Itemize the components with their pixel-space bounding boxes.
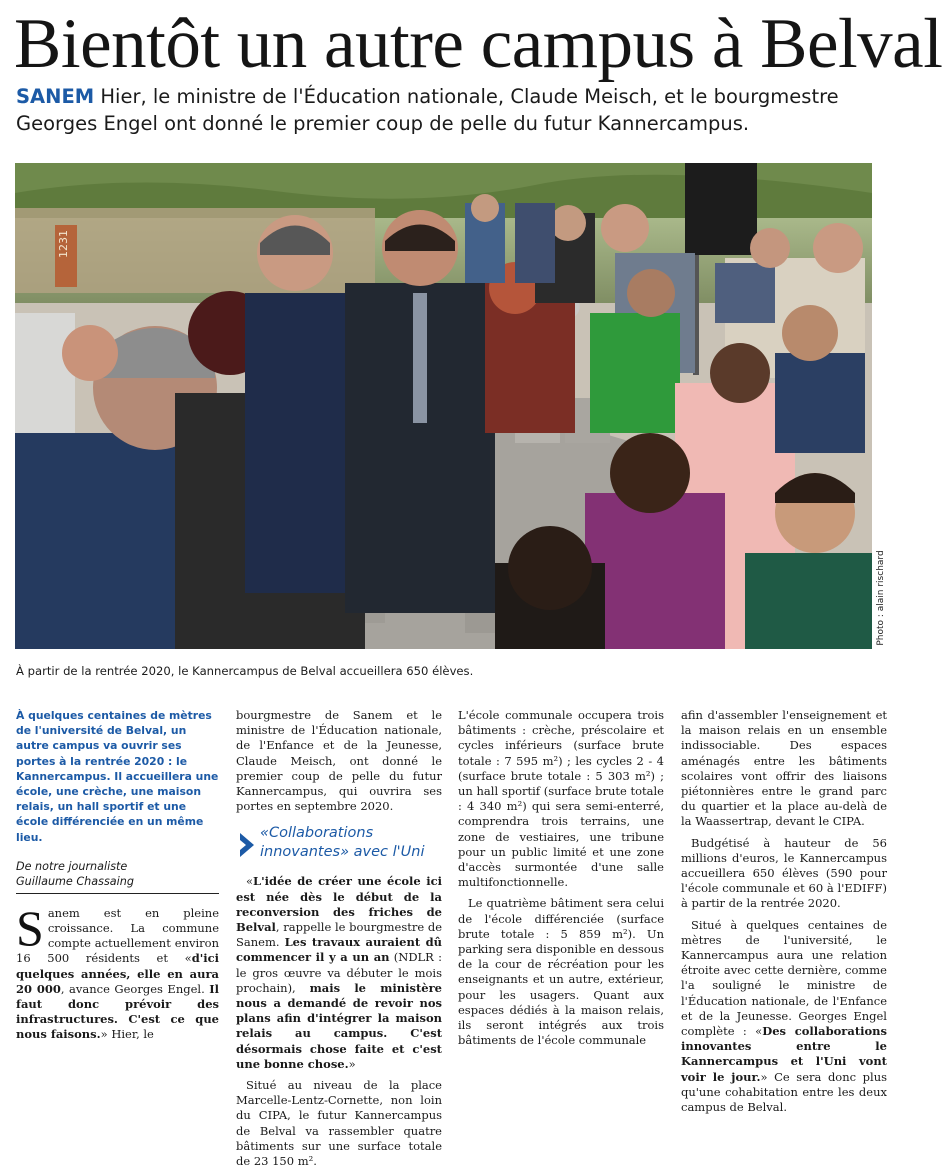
column-1	[16, 708, 219, 1043]
bold-run: L'idée de créer une école ici est née dès le début de la reconversion des friches de Belval	[236, 874, 442, 935]
body-paragraph-3: Situé au niveau de la place Marcelle-Lentz-Cornette, non loin du CIPA, le futur Kannercampus de Belval va rassembler quatre bâtiments sur une surface totale de 23 150 m².	[236, 1078, 442, 1169]
body-paragraph-5: Le quatrième bâtiment sera celui de l'école différenciée (surface brute totale : 5 859 m²). Un parking sera disponible en dessous de la cour de récréation pour les enseignants et un autre, extérieur, pour les usagers. Quant aux espaces dédiés à la maison relais, ils seront intégrés aux trois bâtiments de l'école communale	[458, 896, 664, 1048]
byline-role: De notre journaliste	[16, 859, 128, 873]
text-run: »	[348, 1056, 356, 1071]
body-paragraph-2	[236, 874, 442, 1072]
lead-paragraph: À quelques centaines de mètres de l'université de Belval, un autre campus va ouvrir ses portes à la rentrée 2020 : le Kannercampus. Il accueillera une école, une crèche, une maison relais, un hall sportif et une école différenciée en un même lieu.	[16, 709, 219, 844]
photo-illustration	[15, 163, 872, 649]
standfirst	[16, 83, 891, 137]
body-paragraph-4: L'école communale occupera trois bâtiments : crèche, préscolaire et cycles inférieurs (surface brute totale : 7 595 m²) ; les cycles 2 - 4 (surface brute totale : 5 303 m²) ; un hall sportif (surface brute totale : 4 340 m²) qui sera semi-enterré, comprendra trois terrains, une zone de vestiaires, une tribune pour un public limité et une zone d'accès surmontée d'une salle multifonctionnelle.	[458, 708, 664, 890]
bold-run: mais le ministère nous a demandé de revoir nos plans afin d'intégrer la maison relais au campus. C'est désormais chose faite et c'est une bonne chose.	[236, 980, 442, 1071]
byline-author: Guillaume Chassaing	[16, 874, 134, 888]
headline: Bientôt un autre campus à Belval	[14, 5, 942, 83]
bold-run: Les travaux auraient dû commencer il y a un an	[236, 935, 442, 965]
photo-credit	[873, 548, 887, 648]
text-run: Situé à quelques centaines de mètres de l'université, le Kannercampus aura une relation étroite avec cette dernière, comme l'a souligné le ministre de l'Éducation nationale, de l'Enfance et de la Jeunesse. Georges Engel complète : «	[681, 917, 887, 1039]
photo-caption: À partir de la rentrée 2020, le Kannercampus de Belval accueillera 650 élèves.	[16, 664, 474, 678]
column-2	[236, 708, 442, 1169]
text-run: «	[246, 874, 254, 889]
text-run: , rappelle le bourgmestre de Sanem.	[236, 920, 442, 950]
kicker: SANEM	[16, 85, 95, 108]
article-photo	[15, 163, 872, 649]
body-paragraph-7	[681, 918, 887, 1116]
subhead-text: «Collaborations innovantes» avec l'Uni	[260, 825, 425, 861]
text-run: » Ce sera donc plus qu'une cohabitation entre les deux campus de Belval.	[681, 1069, 887, 1115]
subhead	[236, 824, 442, 862]
bold-run: Il faut donc prévoir des infrastructures. C'est ce que nous faisons.	[16, 981, 219, 1042]
bold-run: Des collaborations innovantes entre le Kannercampus et l'Uni vont voir le jour.	[681, 1024, 888, 1084]
standfirst-text: Hier, le ministre de l'Éducation nationale, Claude Meisch, et le bourgmestre Georges Engel ont donné le premier coup de pelle du futur Kannercampus.	[16, 85, 839, 135]
column-3	[458, 708, 664, 1048]
bold-run: d'ici quelques années, elle en aura 20 000	[16, 951, 219, 996]
body-paragraph-5-continued: afin d'assembler l'enseignement et la maison relais en un ensemble indissociable. Des espaces aménagés entre les bâtiments scolaires vont offrir des liaisons piétonnières entre le grand parc du quartier et la place au-delà de la Waassertrap, devant le CIPA.	[681, 708, 887, 829]
photo-credit-text: Photo : alain rischard	[876, 550, 886, 646]
text-run: (NDLR : le gros œuvre va débuter le mois prochain),	[236, 950, 442, 995]
body-paragraph-1	[16, 899, 219, 1043]
chevron-right-icon	[236, 830, 258, 860]
people-right	[465, 194, 872, 649]
body-paragraph-1-continued: bourgmestre de Sanem et le ministre de l'Éducation nationale, de l'Enfance et de la Jeunesse, Claude Meisch, ont donné le premier coup de pelle du futur Kannercampus, qui ouvrira ses portes en septembre 2020.	[236, 708, 442, 814]
byline	[16, 859, 219, 894]
drop-cap: S	[16, 899, 44, 956]
site-sign: 1231	[57, 230, 70, 258]
body-paragraph-6: Budgétisé à hauteur de 56 millions d'euros, le Kannercampus accueillera 650 élèves (590 pour l'école communale et 60 à l'EDIFF) à partir de la rentrée 2020.	[681, 835, 887, 911]
text-run: anem est en pleine croissance. La commune compte actuellement environ 16 500 résidents et «	[16, 905, 219, 966]
text-run: , avance Georges Engel.	[60, 981, 210, 996]
column-4	[681, 708, 887, 1115]
text-run: » Hier, le	[100, 1027, 154, 1042]
